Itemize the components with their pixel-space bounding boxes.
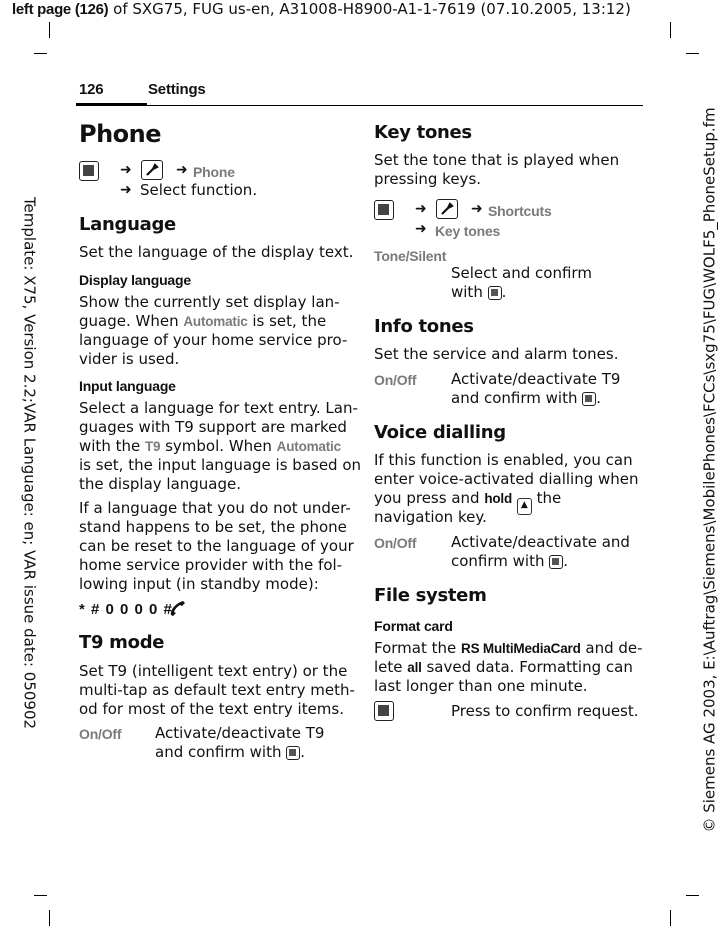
text: and de- bbox=[580, 639, 643, 657]
voice-desc: Activate/deactivate and bbox=[451, 533, 630, 551]
key-tones-desc bbox=[451, 283, 506, 302]
text: Format the bbox=[374, 639, 462, 657]
arrow-icon: ➜ bbox=[176, 162, 188, 178]
menu-key-icon bbox=[549, 555, 563, 569]
print-header bbox=[12, 0, 631, 19]
info-tones-desc: Activate/deactivate T9 bbox=[451, 370, 621, 388]
key-tones-desc: Select and confirm bbox=[451, 264, 592, 282]
wrench-icon bbox=[141, 160, 163, 180]
format-card-heading: Format card bbox=[374, 618, 453, 634]
section-title: Settings bbox=[148, 81, 206, 98]
nav-select-function: Select function. bbox=[140, 181, 258, 199]
arrow-icon: ➜ bbox=[471, 201, 483, 217]
display-lang-line: Show the currently set display lan- bbox=[79, 293, 340, 311]
automatic-label: Automatic bbox=[276, 439, 341, 454]
automatic-label: Automatic bbox=[183, 314, 248, 329]
crop-mark bbox=[34, 53, 47, 54]
arrow-icon: ➜ bbox=[415, 221, 427, 237]
crop-mark bbox=[686, 53, 699, 54]
info-tones-text: Set the service and alarm tones. bbox=[374, 345, 619, 363]
display-language-heading: Display language bbox=[79, 272, 191, 288]
info-tones-desc bbox=[451, 389, 601, 408]
text: with bbox=[451, 283, 488, 301]
period: . bbox=[300, 743, 306, 761]
language-intro: Set the language of the display text. bbox=[79, 243, 354, 261]
reset-line: home service provider with the fol- bbox=[79, 556, 343, 574]
menu-key-icon bbox=[488, 286, 502, 300]
key-tones-line: Set the tone that is played when bbox=[374, 151, 620, 169]
t9-option: On/Off bbox=[79, 726, 122, 742]
header-rule-thick bbox=[76, 103, 147, 106]
crop-mark bbox=[670, 22, 671, 38]
input-lang-line: is set, the input language is based on bbox=[79, 456, 362, 474]
period: . bbox=[596, 389, 602, 407]
crop-mark bbox=[49, 22, 50, 38]
voice-line: navigation key. bbox=[374, 508, 487, 526]
file-path-info: © Siemens AG 2003, E:\Auftrag\Siemens\MobilePhones\FCCs\sxg75\FUG\WOLF5_PhoneSetup.fm bbox=[700, 107, 719, 833]
print-header-rest: of SXG75, FUG us-en, A31008-H8900-A1-1-7619 (07.10.2005, 13:12) bbox=[108, 0, 631, 18]
reset-line: If a language that you do not under- bbox=[79, 499, 351, 517]
navigation-key-icon: ▲ bbox=[517, 498, 532, 515]
menu-key-icon bbox=[286, 746, 300, 760]
key-tones-heading: Key tones bbox=[374, 122, 472, 143]
voice-line: If this function is enabled, you can bbox=[374, 451, 633, 469]
input-language-heading: Input language bbox=[79, 378, 176, 394]
display-lang-line: vider is used. bbox=[79, 350, 180, 368]
header-rule bbox=[76, 105, 643, 106]
text: and confirm with bbox=[451, 389, 583, 407]
template-info: Template: X75, Version 2.2;VAR Language: en; VAR issue date: 050902 bbox=[20, 196, 39, 730]
crop-mark bbox=[34, 895, 47, 896]
nav-shortcuts: Shortcuts bbox=[488, 203, 552, 219]
crop-mark bbox=[49, 910, 50, 926]
reset-line: lowing input (in standby mode): bbox=[79, 575, 319, 593]
voice-option: On/Off bbox=[374, 535, 417, 551]
key-tones-option: Tone/Silent bbox=[374, 248, 447, 264]
format-line bbox=[374, 658, 633, 677]
format-line bbox=[374, 639, 643, 658]
display-lang-line: language of your home service pro- bbox=[79, 331, 348, 349]
info-tones-option: On/Off bbox=[374, 372, 417, 388]
period: . bbox=[501, 283, 507, 301]
voice-desc bbox=[451, 552, 568, 571]
reset-line: can be reset to the language of your bbox=[79, 537, 354, 555]
call-key-icon bbox=[168, 598, 188, 623]
crop-mark bbox=[686, 895, 699, 896]
text: symbol. When bbox=[160, 437, 277, 455]
t9-line: od for most of the text entry items. bbox=[79, 700, 344, 718]
file-system-heading: File system bbox=[374, 585, 487, 606]
wrench-icon bbox=[436, 199, 458, 219]
menu-key-icon bbox=[582, 392, 596, 406]
menu-key-icon bbox=[374, 200, 394, 220]
confirm-request: Press to confirm request. bbox=[451, 702, 639, 720]
display-lang-line bbox=[79, 312, 326, 331]
input-lang-line: guages with T9 support are marked bbox=[79, 418, 347, 436]
menu-key-icon bbox=[374, 701, 394, 721]
input-lang-line: Select a language for text entry. Lan- bbox=[79, 399, 358, 417]
text: confirm with bbox=[451, 552, 550, 570]
all-label: all bbox=[407, 660, 422, 675]
menu-key-icon bbox=[79, 161, 99, 181]
page-number: 126 bbox=[79, 81, 104, 98]
nav-phone: Phone bbox=[193, 164, 235, 180]
input-lang-line bbox=[79, 437, 341, 456]
t9-label: T9 bbox=[144, 439, 161, 454]
arrow-icon: ➜ bbox=[415, 201, 427, 217]
text: is set, the bbox=[247, 312, 327, 330]
period: . bbox=[563, 552, 569, 570]
print-header-bold: left page (126) bbox=[12, 1, 109, 18]
t9-line: multi-tap as default text entry meth- bbox=[79, 681, 355, 699]
voice-line: enter voice-activated dialling when bbox=[374, 470, 639, 488]
page-title: Phone bbox=[79, 120, 162, 148]
text: lete bbox=[374, 658, 408, 676]
text: the bbox=[531, 489, 562, 507]
text: saved data. Formatting can bbox=[421, 658, 633, 676]
nav-key-tones: Key tones bbox=[435, 223, 501, 239]
t9-desc bbox=[155, 743, 305, 762]
t9-line: Set T9 (intelligent text entry) or the bbox=[79, 662, 348, 680]
voice-dialling-heading: Voice dialling bbox=[374, 422, 506, 443]
text: you press and bbox=[374, 489, 485, 507]
t9-desc: Activate/deactivate T9 bbox=[155, 724, 325, 742]
t9-heading: T9 mode bbox=[79, 632, 165, 653]
arrow-icon: ➜ bbox=[120, 182, 132, 198]
crop-mark bbox=[670, 910, 671, 926]
left-margin bbox=[0, 0, 39, 928]
card-label: RS MultiMediaCard bbox=[461, 641, 581, 656]
format-line: last longer than one minute. bbox=[374, 677, 588, 695]
key-tones-line: pressing keys. bbox=[374, 170, 482, 188]
reset-code: * # 0 0 0 0 # bbox=[79, 601, 173, 618]
arrow-icon: ➜ bbox=[120, 162, 132, 178]
text: guage. When bbox=[79, 312, 184, 330]
input-lang-line: the display language. bbox=[79, 475, 242, 493]
language-heading: Language bbox=[79, 214, 176, 235]
text: and confirm with bbox=[155, 743, 287, 761]
reset-line: stand happens to be set, the phone bbox=[79, 518, 347, 536]
info-tones-heading: Info tones bbox=[374, 316, 474, 337]
hold-label: hold bbox=[484, 491, 513, 506]
text: with the bbox=[79, 437, 145, 455]
